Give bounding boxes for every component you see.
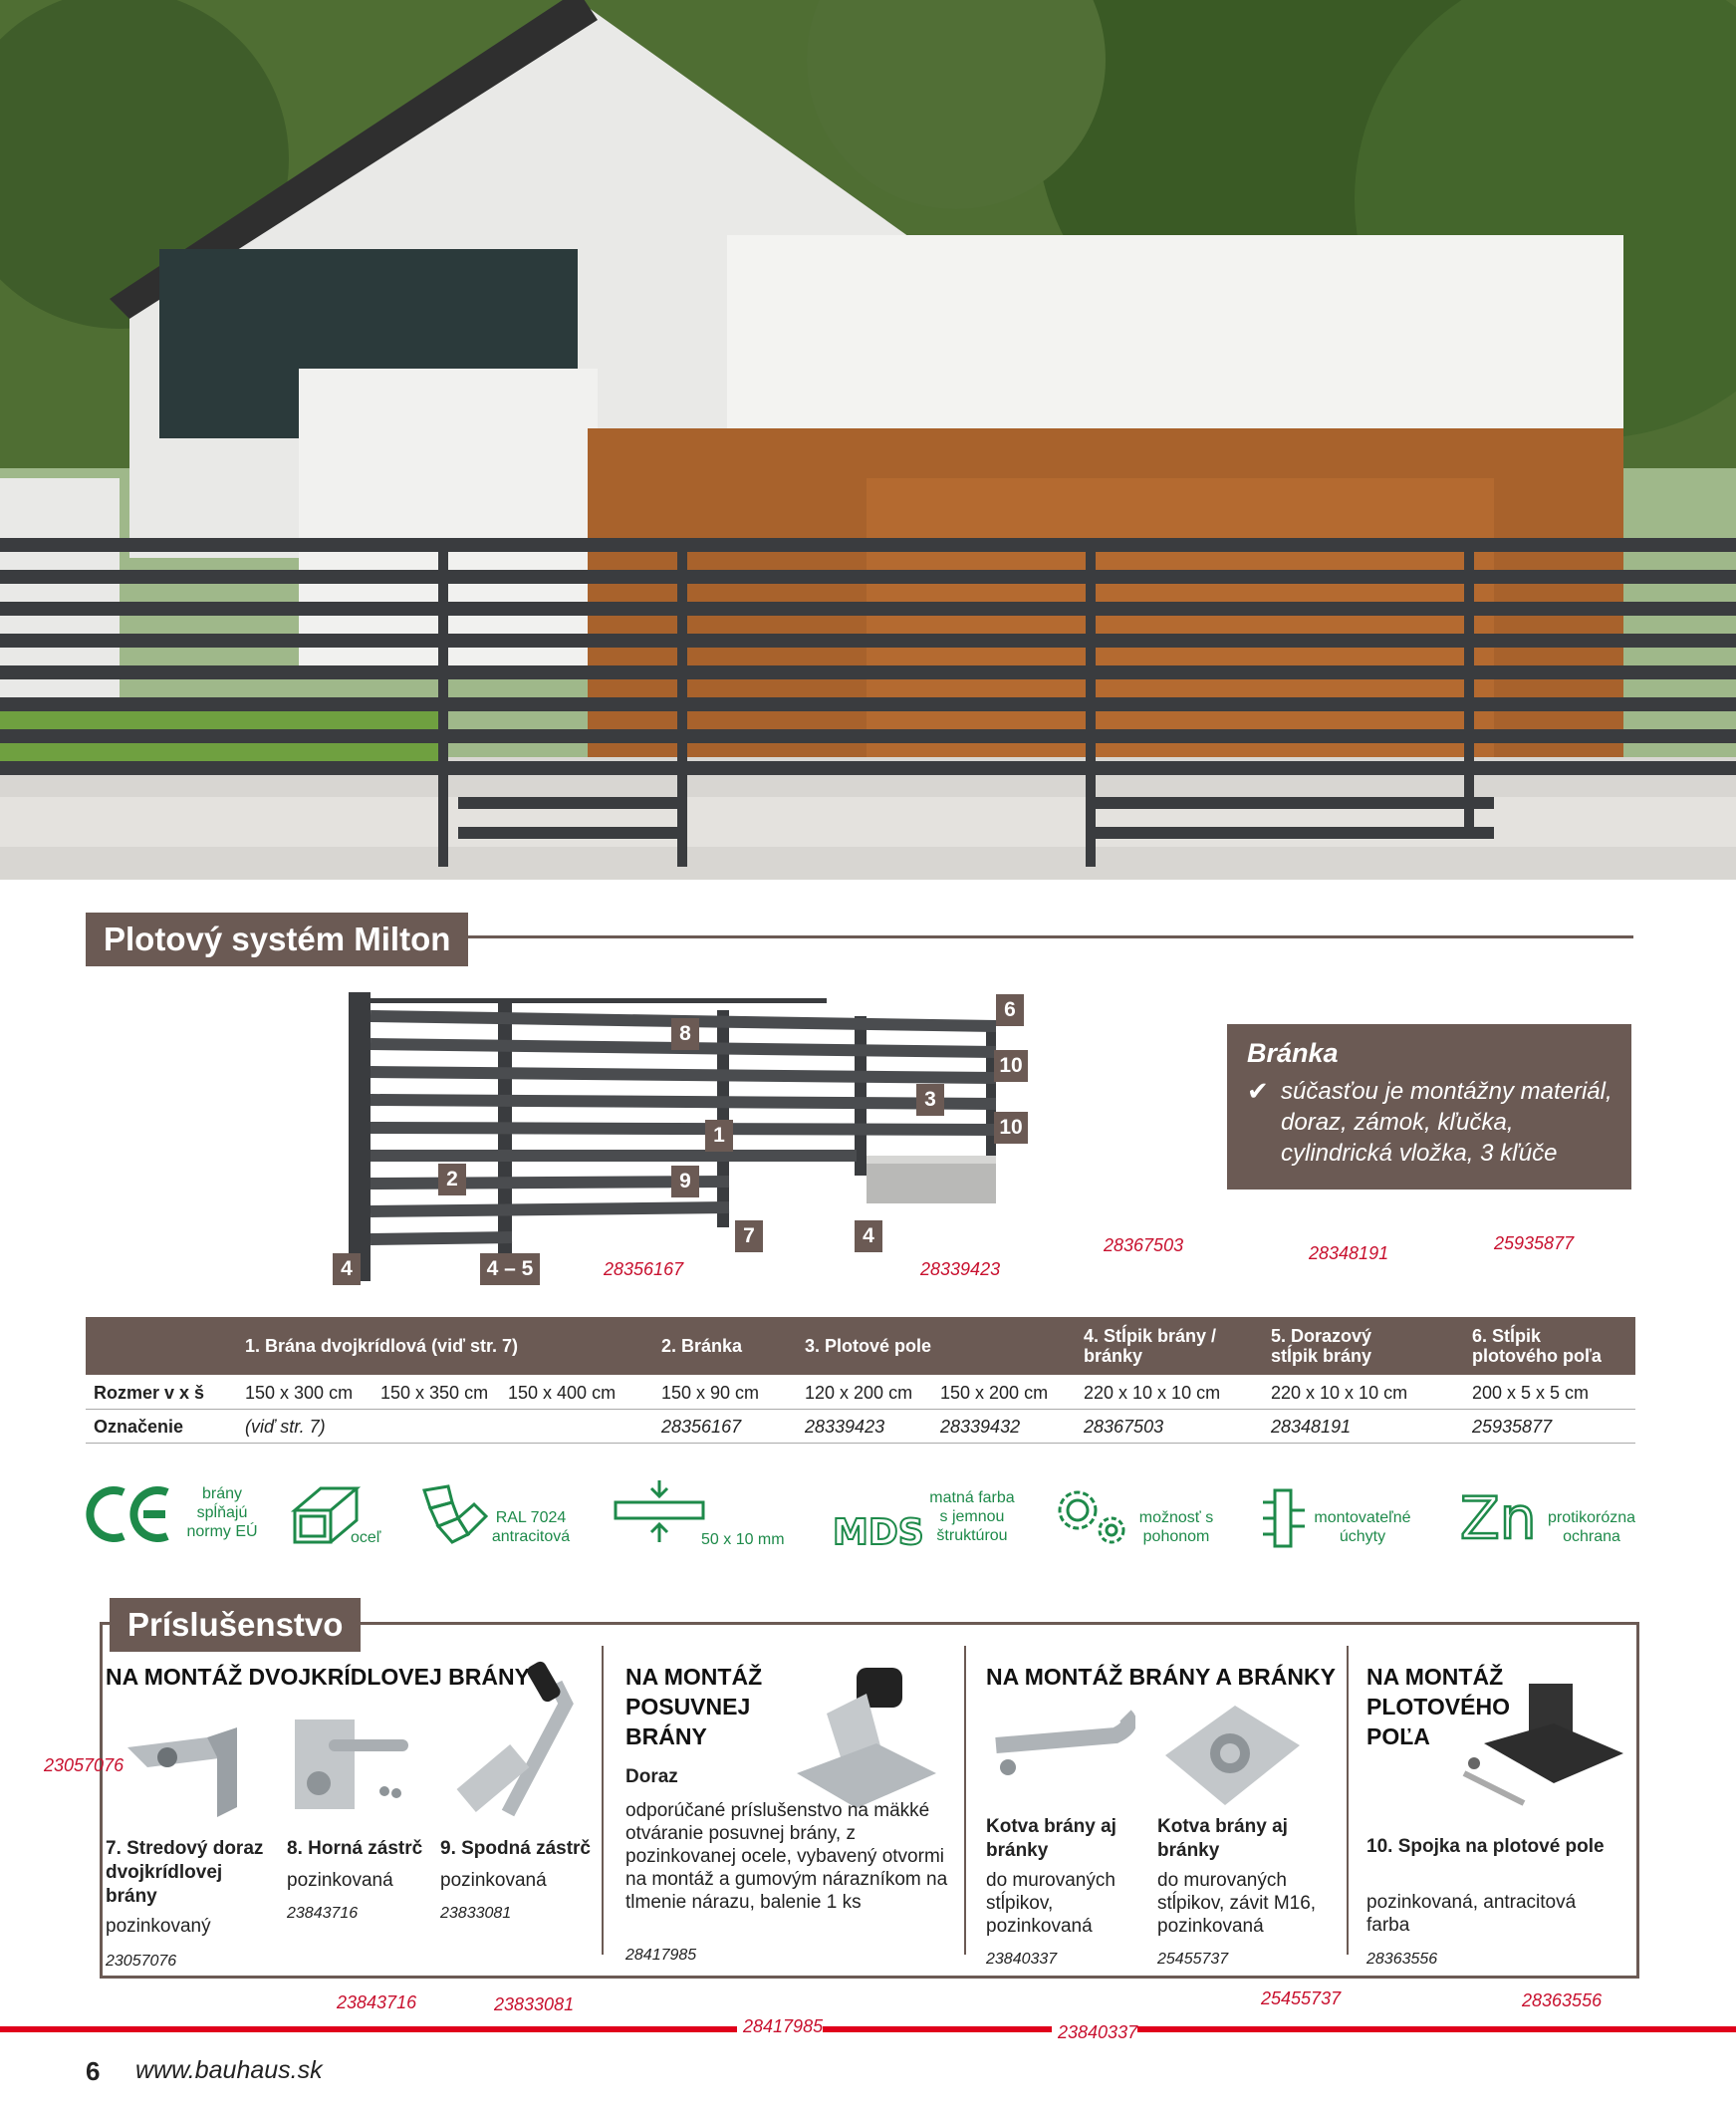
diagram-label-9: 9 — [671, 1166, 699, 1197]
diagram-label-4-5: 4 – 5 — [480, 1253, 540, 1285]
zn-icon — [1460, 1488, 1546, 1544]
diagram-code: 28339423 — [920, 1259, 1001, 1279]
item-code: 23833081 — [440, 1905, 512, 1922]
order-code: 23843716 — [337, 1992, 417, 2012]
item-desc: do murovaných stĺpikov, pozinkovaná — [986, 1870, 1116, 1937]
feature-text: možnosť s pohonom — [1138, 1509, 1214, 1545]
check-icon: ✔ — [1247, 1076, 1269, 1106]
order-code: 28417985 — [743, 2016, 824, 2036]
page-number: 6 — [86, 2056, 101, 2086]
top-latch-image — [289, 1714, 408, 1823]
section-title: Plotový systém Milton — [86, 913, 468, 966]
feature-text: matná farba s jemnou štruktúrou — [929, 1489, 1015, 1544]
table-header — [86, 1317, 1635, 1375]
svg-text:MDS: MDS — [833, 1512, 922, 1550]
anchor-image — [986, 1706, 1135, 1795]
item-desc: pozinkovaná — [440, 1870, 547, 1891]
row-label: Označenie — [94, 1417, 184, 1437]
mds-icon — [831, 1510, 922, 1550]
table-cell: 28339423 — [805, 1417, 885, 1437]
branka-text: súčasťou je montážny materiál, doraz, zámok, kľučka, cylindrická vložka, 3 kľúče — [1281, 1078, 1612, 1167]
item-code: 23840337 — [986, 1951, 1058, 1968]
row-label: Rozmer v x š — [94, 1383, 205, 1403]
item-name: Kotva brány aj bránky — [1157, 1816, 1288, 1861]
branka-title: Bránka — [1247, 1038, 1339, 1068]
item-code: 25455737 — [1157, 1951, 1229, 1968]
diagram-label-6: 6 — [996, 994, 1024, 1026]
diagram-label-10b: 10 — [994, 1112, 1028, 1144]
table-cell: 25935877 — [1472, 1417, 1553, 1437]
table-cell: 28339432 — [940, 1417, 1021, 1437]
table-header-cell: 5. Dorazový stĺpik brány — [1271, 1326, 1372, 1366]
table-header-cell: 4. Stĺpik brány / bránky — [1084, 1326, 1217, 1366]
item-code: 23057076 — [106, 1953, 177, 1970]
branka-info-box — [1227, 1024, 1631, 1190]
order-code: 25455737 — [1261, 1988, 1342, 2008]
doraz-image — [787, 1664, 946, 1813]
item-name: Kotva brány aj bránky — [986, 1816, 1116, 1861]
table-header-cell: 1. Brána dvojkrídlová (viď str. 7) — [245, 1336, 519, 1356]
table-cell: 150 x 300 cm — [245, 1383, 354, 1403]
anchor-plate-image — [1155, 1696, 1305, 1815]
table-cell: 220 x 10 x 10 cm — [1084, 1383, 1221, 1403]
diagram-code: 25935877 — [1494, 1233, 1575, 1253]
group-heading: NA MONTÁŽ DVOJKRÍDLOVEJ BRÁNY — [106, 1664, 530, 1690]
hero-photo — [0, 0, 1736, 880]
color-fan-icon — [418, 1484, 488, 1544]
ce-mark-icon — [86, 1484, 175, 1544]
feature-text: montovateľné úchyty — [1314, 1509, 1411, 1545]
item-name: Doraz — [625, 1766, 678, 1787]
diagram-label-1: 1 — [705, 1120, 733, 1152]
feature-text: protikorózna ochrana — [1547, 1509, 1636, 1545]
item-desc: pozinkovaná — [287, 1870, 393, 1891]
item-name: 9. Spodná zástrč — [440, 1838, 591, 1859]
dimension-icon — [612, 1478, 707, 1544]
diagram-label-2: 2 — [438, 1164, 466, 1195]
box-top-left — [100, 1622, 110, 1625]
divider — [1347, 1646, 1349, 1955]
table-cell: 150 x 350 cm — [380, 1383, 489, 1403]
bottom-latch-image — [438, 1654, 588, 1823]
feature-text: oceľ — [351, 1529, 381, 1546]
table-cell: 120 x 200 cm — [805, 1383, 913, 1403]
bracket-icon — [1261, 1488, 1311, 1548]
item-name: 8. Horná zástrč — [287, 1838, 423, 1859]
gears-icon — [1050, 1482, 1129, 1548]
box-top-rule — [335, 1622, 1636, 1625]
website-link[interactable]: www.bauhaus.sk — [135, 2056, 323, 2084]
table-cell: 220 x 10 x 10 cm — [1271, 1383, 1408, 1403]
item-desc: pozinkovaná, antracitová farba — [1366, 1892, 1577, 1936]
coupling-image — [1454, 1674, 1623, 1813]
footer-bar — [0, 2026, 737, 2032]
diagram-label-7: 7 — [735, 1220, 763, 1252]
table-cell: 28348191 — [1271, 1417, 1352, 1437]
section-rule — [453, 935, 1633, 938]
table-cell: 200 x 5 x 5 cm — [1472, 1383, 1590, 1403]
divider — [602, 1646, 604, 1955]
table-cell: (viď str. 7) — [245, 1417, 326, 1437]
table-cell: 150 x 400 cm — [508, 1383, 617, 1403]
item-code: 28417985 — [625, 1947, 697, 1964]
order-code: 23833081 — [494, 1994, 575, 2014]
order-code: 28363556 — [1522, 1990, 1603, 2010]
accessories-title: Príslušenstvo — [110, 1598, 361, 1652]
group-heading: NA MONTÁŽ BRÁNY A BRÁNKY — [986, 1664, 1336, 1690]
table-header-cell: 3. Plotové pole — [805, 1336, 932, 1356]
table-row — [86, 1377, 1635, 1410]
diagram-code: 28367503 — [1104, 1235, 1184, 1255]
diagram-label-4b: 4 — [855, 1220, 882, 1252]
footer-bar — [1137, 2026, 1736, 2032]
item-name: 10. Spojka na plotové pole — [1366, 1836, 1605, 1857]
divider — [964, 1646, 966, 1955]
table-row — [86, 1411, 1635, 1444]
order-code: 23057076 — [44, 1755, 124, 1775]
diagram-label-10a: 10 — [994, 1050, 1028, 1082]
center-stop-image — [118, 1718, 247, 1817]
diagram-code: 28356167 — [604, 1259, 684, 1279]
item-desc: odporúčané príslušenstvo na mäkké otváranie posuvnej brány, z pozinkovanej ocele, vybavený otvormi na montáž a gumovým nárazníkom na tlmenie nárazu, balenie 1 ks — [625, 1800, 948, 1913]
diagram-label-4a: 4 — [333, 1253, 361, 1285]
item-desc: do murovaných stĺpikov, závit M16, pozinkovaná — [1157, 1870, 1317, 1937]
order-code: 23840337 — [1058, 2022, 1138, 2042]
table-cell: 28367503 — [1084, 1417, 1164, 1437]
table-header-cell: 6. Stĺpik plotového poľa — [1472, 1326, 1602, 1366]
table-cell: 28356167 — [661, 1417, 742, 1437]
table-header-cell: 2. Bránka — [661, 1336, 743, 1356]
diagram-label-8: 8 — [671, 1018, 699, 1050]
item-desc: pozinkovaný — [106, 1916, 211, 1937]
group-heading: NA MONTÁŽ POSUVNEJ BRÁNY — [625, 1664, 763, 1749]
diagram-label-3: 3 — [916, 1084, 944, 1116]
feature-text: 50 x 10 mm — [701, 1531, 785, 1548]
svg-text:Zn: Zn — [1460, 1488, 1537, 1544]
item-code: 23843716 — [287, 1905, 359, 1922]
group-heading: NA MONTÁŽ PLOTOVÉHO POĽA — [1366, 1664, 1510, 1749]
feature-text: RAL 7024 antracitová — [491, 1509, 571, 1545]
table-cell: 150 x 90 cm — [661, 1383, 760, 1403]
item-name: 7. Stredový doraz dvojkrídlovej brány — [106, 1838, 264, 1907]
item-code: 28363556 — [1366, 1951, 1438, 1968]
table-cell: 150 x 200 cm — [940, 1383, 1049, 1403]
diagram-code: 28348191 — [1309, 1243, 1389, 1263]
footer-bar — [823, 2026, 1052, 2032]
feature-text: brány spĺňajú normy EÚ — [186, 1485, 258, 1540]
